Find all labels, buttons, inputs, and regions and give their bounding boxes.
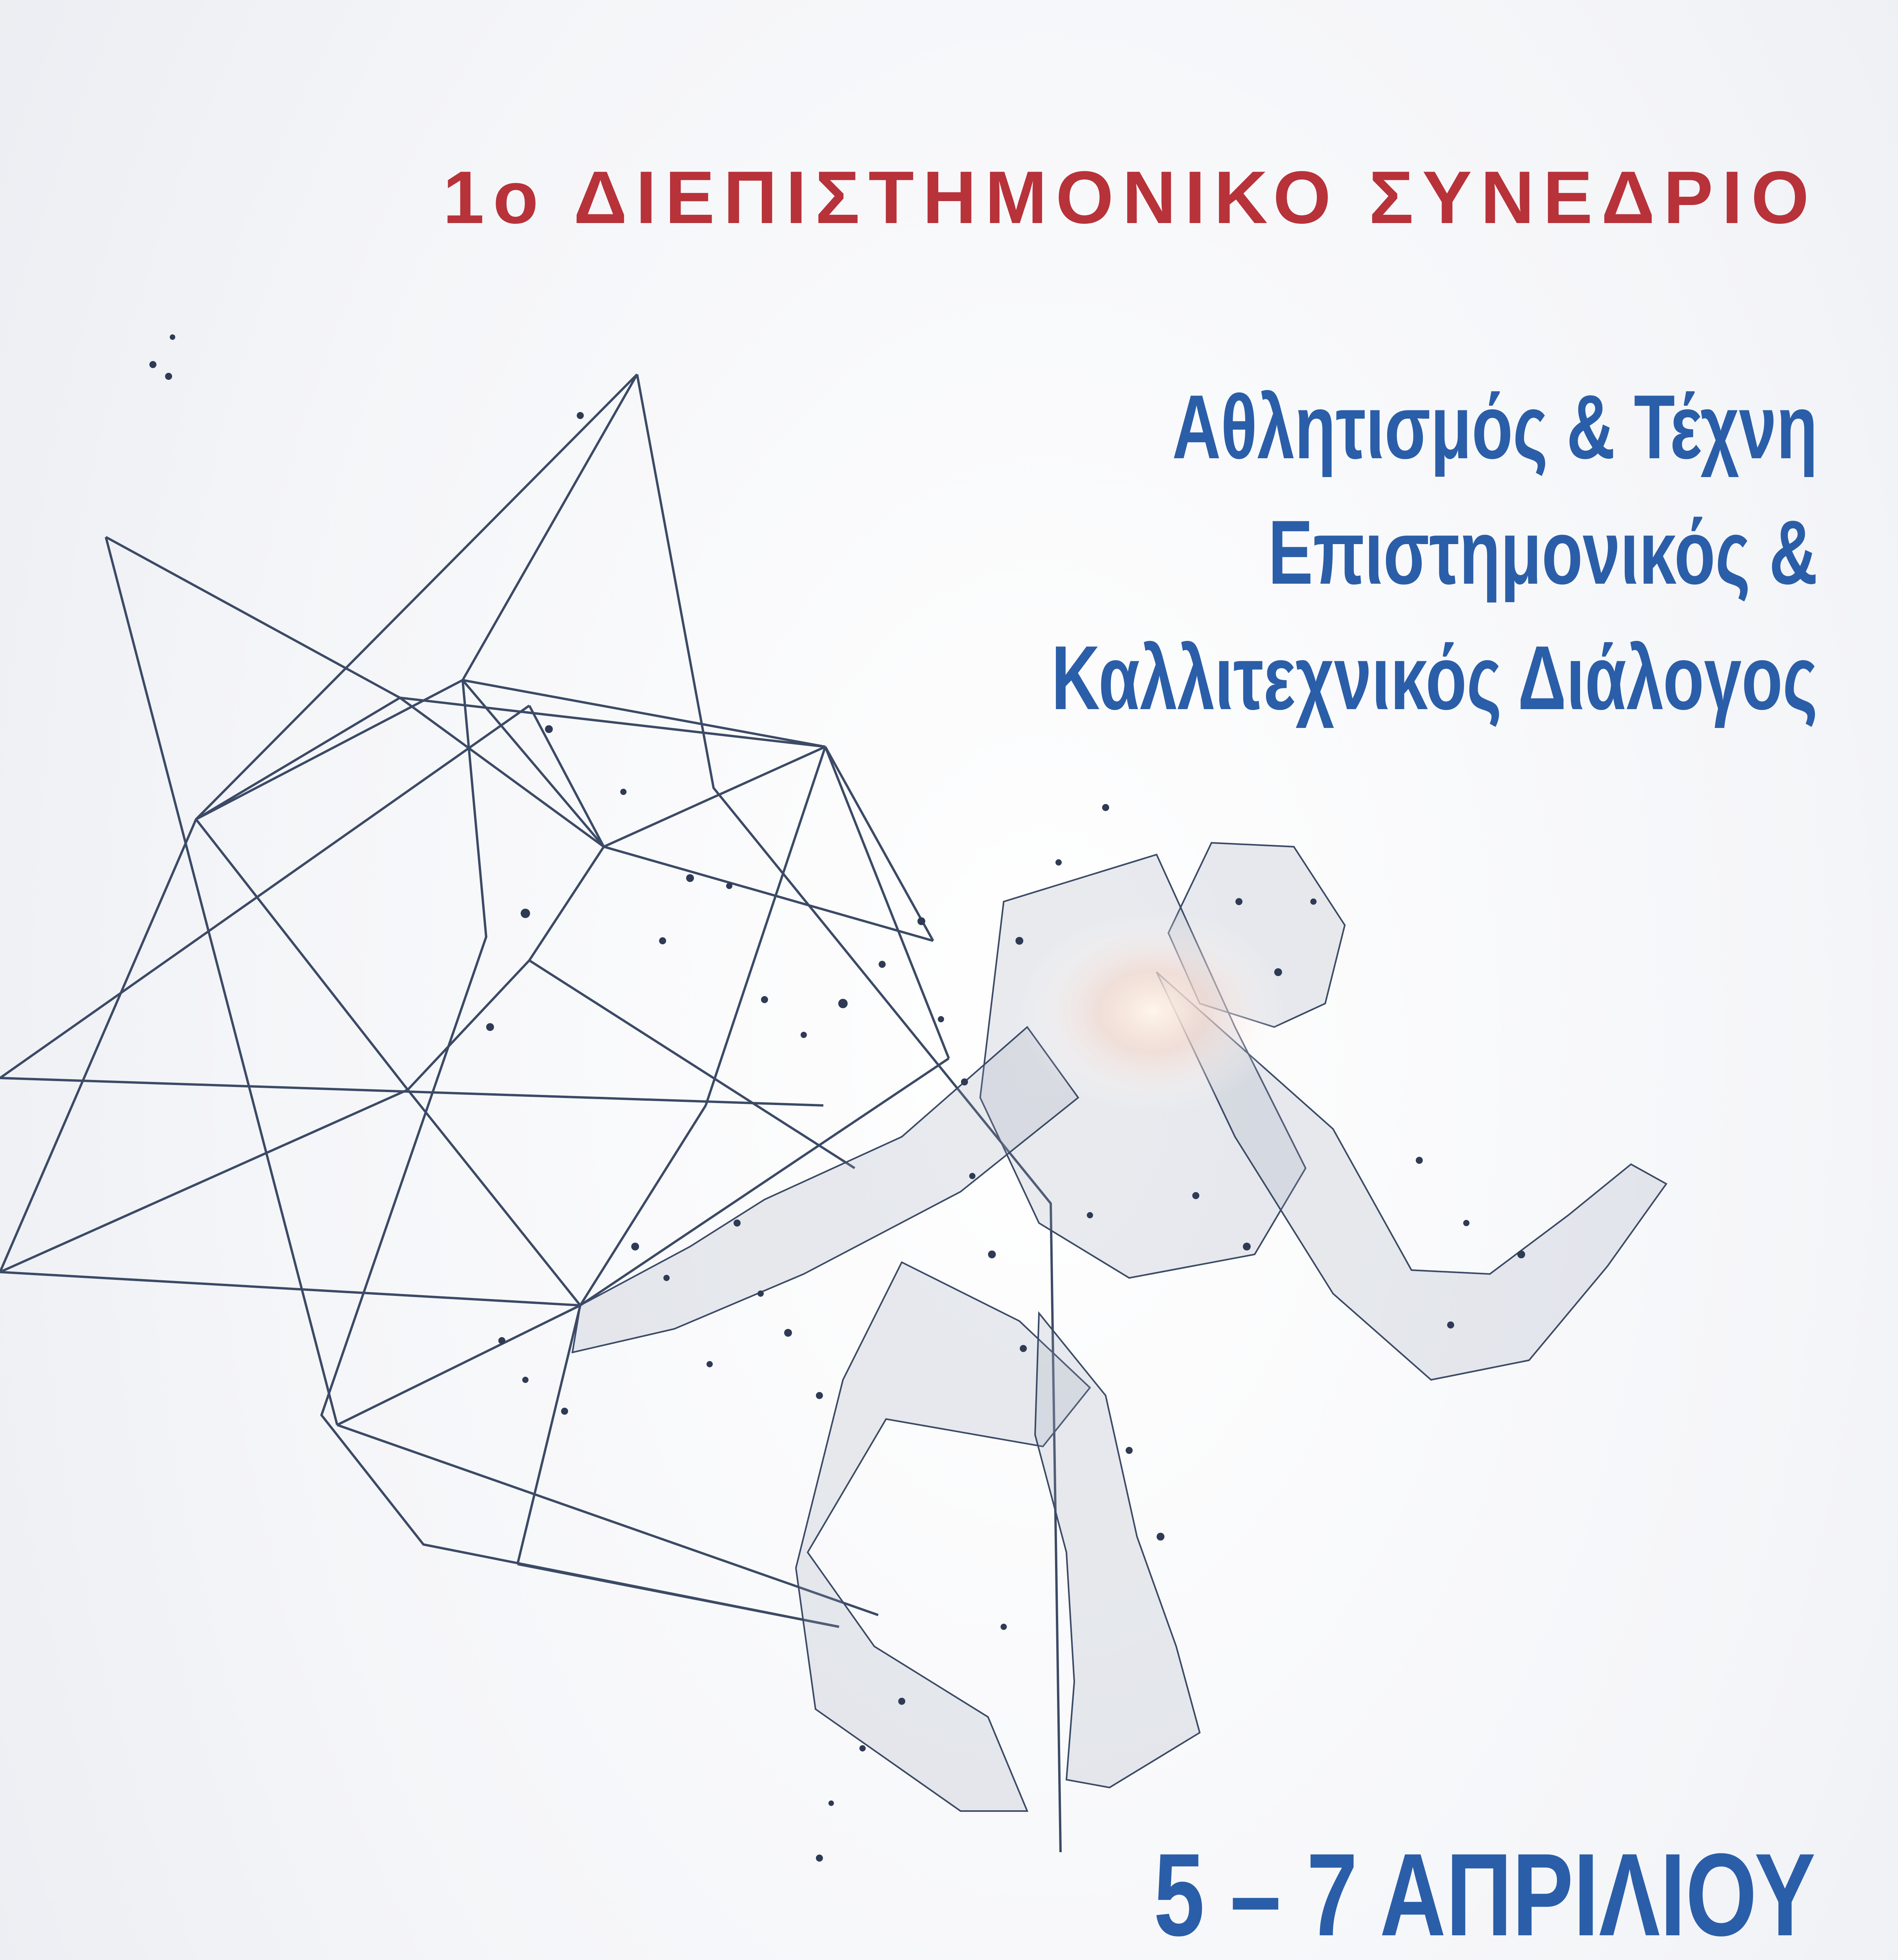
theme-line-3: Καλλιτεχνικός Διάλογος	[1051, 627, 1818, 729]
theme-line-2: Επιστημονικός &	[1268, 502, 1818, 603]
network-lines	[0, 374, 1061, 1852]
event-dates: 5 – 7 ΑΠΡΙΛΙΟΥ	[1153, 1829, 1816, 1960]
runner-glow	[1019, 909, 1286, 1113]
conference-theme	[1052, 365, 1818, 741]
theme-line-1: Αθλητισμός & Τέχνη	[1172, 376, 1818, 478]
conference-title: 1ο ΔΙΕΠΙΣΤΗΜΟΝΙΚΟ ΣΥΝΕΔΡΙΟ	[443, 156, 1818, 239]
